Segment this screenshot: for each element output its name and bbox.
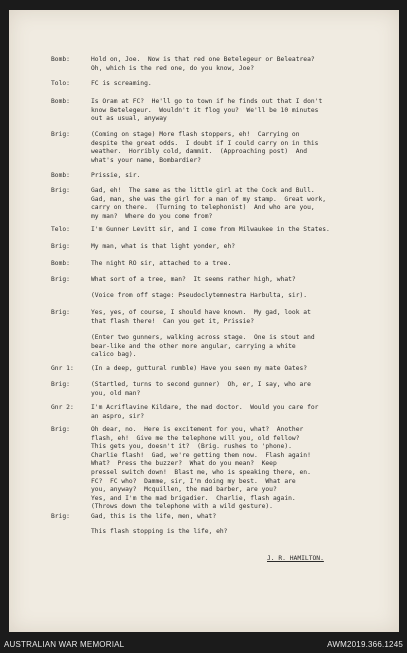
speaker-label: Bomb: bbox=[51, 172, 70, 179]
dialogue-line: What sort of a tree, man? It seems rather high, what? bbox=[91, 276, 296, 283]
dialogue-line: Is Oram at FC? He'll go to town if he finds out that I don't bbox=[91, 98, 323, 105]
dialogue-line: Yes, yes, of course, I should have known. My gad, look at bbox=[91, 309, 311, 316]
document-page bbox=[9, 10, 399, 632]
dialogue-line: Charlie flash! Gad, we're getting them now. Flash again! bbox=[91, 451, 311, 459]
dialogue-line: carry on there. (Turning to telephonist) And who are you, bbox=[91, 204, 315, 212]
speaker-label: Brig: bbox=[51, 513, 70, 520]
dialogue-line: Prissie, sir. bbox=[91, 172, 141, 179]
speaker-label: Gnr 2: bbox=[51, 404, 74, 411]
dialogue-line: what's your name, Bombardier? bbox=[91, 156, 201, 164]
speaker-label: Brig: bbox=[51, 187, 70, 194]
dialogue-line: weather. Horribly cold, dammit. (Approaching post) And bbox=[91, 148, 308, 156]
dialogue-text bbox=[91, 276, 383, 285]
dialogue-text bbox=[91, 226, 383, 235]
dialogue-line: that flash there! Can you get it, Prissie? bbox=[91, 317, 255, 325]
dialogue-text bbox=[91, 513, 383, 522]
signature: J. R. HAMILTON. bbox=[267, 555, 324, 562]
footer-institution: AUSTRALIAN WAR MEMORIAL bbox=[4, 640, 125, 649]
dialogue-text bbox=[91, 80, 383, 89]
dialogue-line: calico bag). bbox=[91, 351, 137, 359]
dialogue-line: (Coming on stage) More flash stoppers, eh! Carrying on bbox=[91, 131, 300, 138]
dialogue-line: I'm Acriflavine Kildare, the mad doctor. Would you care for bbox=[91, 404, 319, 411]
dialogue-text bbox=[91, 172, 383, 181]
speaker-label: Brig: bbox=[51, 426, 70, 433]
speaker-label: Brig: bbox=[51, 309, 70, 316]
dialogue-line: my man? Where do you come from? bbox=[91, 212, 213, 220]
dialogue-line: My man, what is that light yonder, eh? bbox=[91, 243, 236, 250]
dialogue-text bbox=[91, 292, 383, 301]
dialogue-text bbox=[91, 56, 383, 73]
footer-accession-number: AWM2019.366.1245 bbox=[327, 640, 403, 649]
dialogue-text bbox=[91, 260, 383, 269]
dialogue-line: The night RO sir, attached to a tree. bbox=[91, 260, 232, 267]
dialogue-line: (Voice from off stage: Pseudoclytemnestra Harbulta, sir). bbox=[91, 292, 308, 299]
dialogue-line: FC is screaming. bbox=[91, 80, 152, 87]
speaker-label: Tolo: bbox=[51, 80, 70, 87]
dialogue-line: Yes, and I'm the mad brigadier. Charlie, flash again. bbox=[91, 494, 296, 502]
dialogue-text bbox=[91, 365, 383, 374]
dialogue-text bbox=[91, 426, 383, 512]
dialogue-line: bear-like and the other more angular, carrying a white bbox=[91, 342, 296, 350]
dialogue-line: Gad, man, she was the girl for a man of my stamp. Great work, bbox=[91, 195, 327, 203]
dialogue-text bbox=[91, 334, 383, 360]
dialogue-line: you, anyway? Mcquillen, the mad barber, are you? bbox=[91, 486, 277, 494]
dialogue-line: flash, eh! Give me the telephone will you, old fellow? bbox=[91, 434, 300, 442]
speaker-label: Brig: bbox=[51, 131, 70, 138]
dialogue-line: Oh, which is the red one, do you know, Joe? bbox=[91, 64, 255, 72]
dialogue-line: out as usual, anyway bbox=[91, 115, 167, 123]
dialogue-text bbox=[91, 243, 383, 252]
dialogue-line: despite the great odds. I doubt if I could carry on in this bbox=[91, 139, 319, 147]
dialogue-text bbox=[91, 309, 383, 326]
dialogue-line: What? Press the buzzer? What do you mean? Keep bbox=[91, 460, 277, 468]
dialogue-text bbox=[91, 98, 383, 124]
dialogue-line: (In a deep, guttural rumble) Have you seen my mate Oates? bbox=[91, 365, 308, 372]
dialogue-line: know Betelegeur. Wouldn't it flog you? We'll be 10 minutes bbox=[91, 106, 319, 114]
dialogue-text bbox=[91, 528, 383, 537]
speaker-label: Gnr 1: bbox=[51, 365, 74, 372]
dialogue-line: Hold on, Joe. Now is that red one Betelegeur or Beleatrea? bbox=[91, 56, 315, 63]
dialogue-line: This gets you, doesn't it? (Brig. rushes to 'phone). bbox=[91, 443, 292, 451]
dialogue-text bbox=[91, 187, 383, 221]
speaker-label: Brig: bbox=[51, 276, 70, 283]
dialogue-line: you, old man? bbox=[91, 389, 141, 397]
speaker-label: Telo: bbox=[51, 226, 70, 233]
dialogue-line: I'm Gunner Levitt sir, and I come from Milwaukee in the States. bbox=[91, 226, 330, 233]
dialogue-line: (Throws down the telephone with a wild gesture). bbox=[91, 503, 273, 511]
dialogue-line: (Startled, turns to second gunner) Oh, er, I say, who are bbox=[91, 381, 311, 388]
dialogue-text bbox=[91, 131, 383, 165]
dialogue-line: This flash stopping is the life, eh? bbox=[91, 528, 228, 535]
dialogue-text bbox=[91, 404, 383, 421]
speaker-label: Brig: bbox=[51, 381, 70, 388]
speaker-label: Bomb: bbox=[51, 98, 70, 105]
dialogue-text bbox=[91, 381, 383, 398]
dialogue-line: (Enter two gunners, walking across stage. One is stout and bbox=[91, 334, 315, 341]
dialogue-line: Gad, eh! The same as the little girl at the Cock and Bull. bbox=[91, 187, 315, 194]
dialogue-line: an aspro, sir? bbox=[91, 412, 145, 420]
speaker-label: Bomb: bbox=[51, 56, 70, 63]
speaker-label: Bomb: bbox=[51, 260, 70, 267]
dialogue-line: FC? FC who? Damme, sir, I'm doing my best. What are bbox=[91, 477, 296, 485]
dialogue-line: pressel switch down! Blast me, who is speaking there, en. bbox=[91, 468, 311, 476]
dialogue-line: Oh dear, no. Here is excitement for you, what? Another bbox=[91, 426, 304, 433]
speaker-label: Brig: bbox=[51, 243, 70, 250]
dialogue-line: Gad, this is the life, men, what? bbox=[91, 513, 217, 520]
